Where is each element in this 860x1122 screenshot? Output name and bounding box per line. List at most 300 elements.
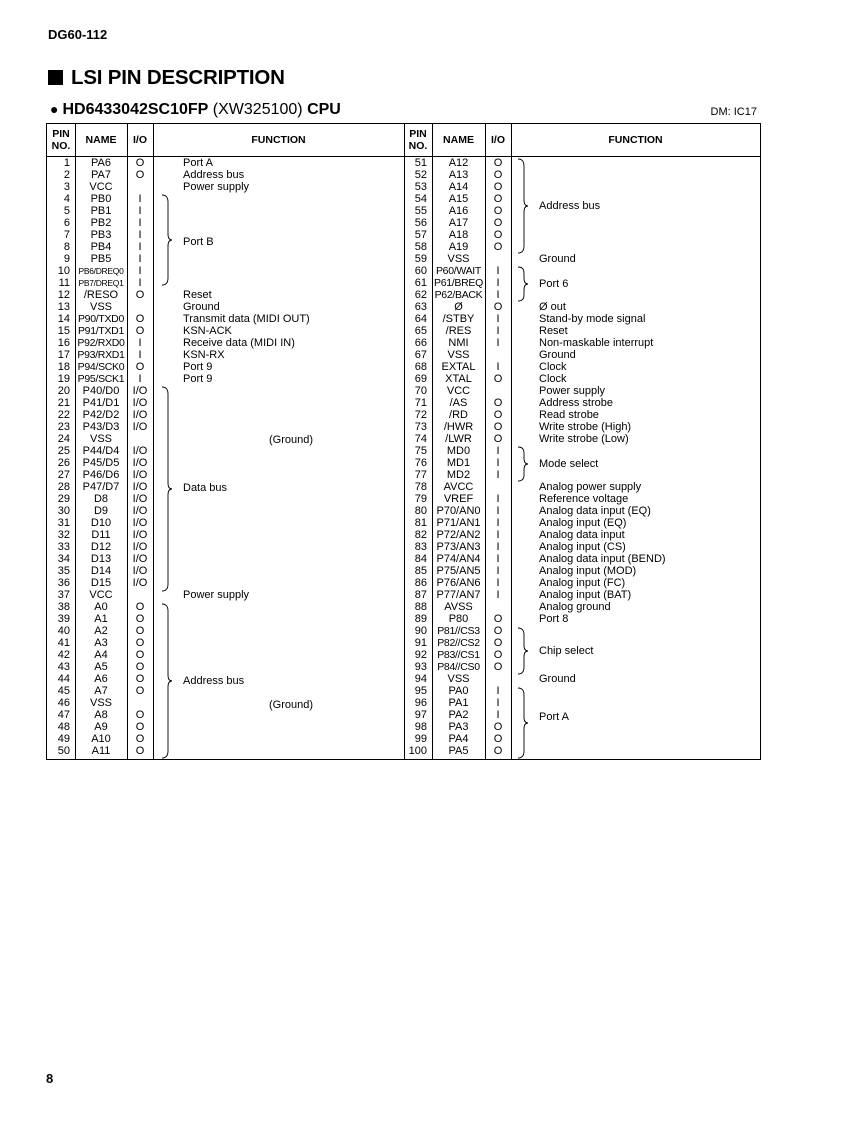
table-row xyxy=(47,433,760,445)
pin-name: MD1 xyxy=(446,457,471,469)
pin-number: 37 xyxy=(57,589,70,601)
group-label-port-b: Port B xyxy=(183,236,214,248)
pin-name: A4 xyxy=(94,649,108,661)
table-row xyxy=(47,277,760,289)
page-number: 8 xyxy=(46,1071,54,1086)
pin-io: O xyxy=(493,625,503,637)
pin-name: P42/D2 xyxy=(82,409,120,421)
pin-name: VSS xyxy=(89,301,112,313)
pin-name: VCC xyxy=(89,589,113,601)
brace-address-bus-right xyxy=(517,158,529,254)
pin-number: 55 xyxy=(414,205,427,217)
pin-function: Port 9 xyxy=(183,373,213,385)
table-row xyxy=(47,673,760,685)
pin-name: A11 xyxy=(91,745,111,757)
pin-function: Reset xyxy=(539,325,568,337)
pin-number: 31 xyxy=(57,517,70,529)
pin-number: 87 xyxy=(414,589,427,601)
pin-number: 21 xyxy=(57,397,70,409)
pin-name: Ø xyxy=(454,301,463,313)
pin-name: P80 xyxy=(448,613,469,625)
pin-io: O xyxy=(135,613,145,625)
pin-io: I xyxy=(496,469,500,481)
pin-name: MD0 xyxy=(446,445,471,457)
pin-name: A3 xyxy=(94,637,108,649)
pin-io: I xyxy=(496,517,500,529)
pin-io: O xyxy=(493,733,503,745)
pin-io: I xyxy=(496,361,500,373)
pin-name: P84//CS0 xyxy=(437,661,480,673)
pin-name: /RESO xyxy=(83,289,119,301)
table-row xyxy=(47,637,760,649)
pin-io: I/O xyxy=(132,397,148,409)
pin-number: 88 xyxy=(414,601,427,613)
pin-number: 29 xyxy=(57,493,70,505)
pin-number: 48 xyxy=(57,721,70,733)
table-row xyxy=(47,337,760,349)
pin-function: Clock xyxy=(539,373,567,385)
pin-name: PA7 xyxy=(91,169,111,181)
pin-name: P93/RXD1 xyxy=(77,349,125,361)
brace-port-b xyxy=(161,194,173,286)
pin-name: P95/SCK1 xyxy=(77,373,125,385)
pin-io: I xyxy=(138,229,142,241)
pin-number: 44 xyxy=(57,673,70,685)
table-row xyxy=(47,541,760,553)
pin-name: P41/D1 xyxy=(82,397,120,409)
pin-io: I xyxy=(496,325,500,337)
pin-number: 85 xyxy=(414,565,427,577)
brace-chip-select xyxy=(517,627,529,675)
pin-io: O xyxy=(493,433,503,445)
pin-name: D12 xyxy=(90,541,112,553)
pin-function: Ground xyxy=(539,253,576,265)
pin-number: 82 xyxy=(414,529,427,541)
pin-name: XTAL xyxy=(445,373,472,385)
pin-number: 80 xyxy=(414,505,427,517)
table-row xyxy=(47,565,760,577)
pin-number: 47 xyxy=(57,709,70,721)
pin-number: 41 xyxy=(57,637,70,649)
pin-function: Analog input (EQ) xyxy=(539,517,627,529)
pin-number: 66 xyxy=(414,337,427,349)
pin-function: Non-maskable interrupt xyxy=(539,337,654,349)
pin-io: O xyxy=(135,625,145,637)
table-row xyxy=(47,577,760,589)
pin-function: Receive data (MIDI IN) xyxy=(183,337,295,349)
table-row xyxy=(47,721,760,733)
table-row xyxy=(47,229,760,241)
pin-number: 57 xyxy=(414,229,427,241)
table-row xyxy=(47,505,760,517)
pin-io: O xyxy=(493,397,503,409)
pin-io: O xyxy=(493,721,503,733)
pin-name: A18 xyxy=(448,229,469,241)
pin-name: A17 xyxy=(448,217,469,229)
table-row xyxy=(47,445,760,457)
table-row xyxy=(47,193,760,205)
square-bullet-icon xyxy=(48,70,63,85)
pin-io: I/O xyxy=(132,457,148,469)
pin-name: A9 xyxy=(94,721,108,733)
pin-name: P60/WAIT xyxy=(435,265,482,277)
table-row xyxy=(47,457,760,469)
pin-number: 79 xyxy=(414,493,427,505)
pin-number: 6 xyxy=(63,217,70,229)
pin-function: Address strobe xyxy=(539,397,613,409)
pin-io: O xyxy=(135,325,145,337)
pin-name: A14 xyxy=(448,181,469,193)
pin-name: P81//CS3 xyxy=(437,625,480,637)
chip-type: CPU xyxy=(307,101,341,118)
pin-number: 45 xyxy=(57,685,70,697)
pin-name: PB0 xyxy=(90,193,112,205)
pin-name: PA1 xyxy=(448,697,469,709)
pin-name: D10 xyxy=(90,517,112,529)
pin-name: PA6 xyxy=(91,157,111,169)
pin-number: 3 xyxy=(63,181,70,193)
pin-number: 49 xyxy=(57,733,70,745)
pin-number: 93 xyxy=(414,661,427,673)
pin-number: 19 xyxy=(57,373,70,385)
table-row xyxy=(47,241,760,253)
pin-io: I xyxy=(496,565,500,577)
pin-number: 89 xyxy=(414,613,427,625)
pin-io: O xyxy=(493,241,503,253)
pin-function: Analog data input (BEND) xyxy=(539,553,666,565)
pin-function: Analog data input xyxy=(539,529,625,541)
pin-io: I/O xyxy=(132,541,148,553)
pin-io: O xyxy=(493,157,503,169)
group-label-mode-select: Mode select xyxy=(539,458,599,470)
header-function: FUNCTION xyxy=(608,134,663,146)
table-row xyxy=(47,373,760,385)
pin-name: PA5 xyxy=(448,745,469,757)
pin-name: A5 xyxy=(94,661,108,673)
pin-io: I/O xyxy=(132,409,148,421)
group-label-address-bus: Address bus xyxy=(183,675,245,687)
pin-io: O xyxy=(135,289,145,301)
pin-number: 11 xyxy=(58,277,70,289)
pin-number: 61 xyxy=(414,277,427,289)
pin-number: 4 xyxy=(63,193,70,205)
group-label-chip-select: Chip select xyxy=(539,645,594,657)
pin-name: P94/SCK0 xyxy=(77,361,125,373)
pin-number: 25 xyxy=(57,445,70,457)
pin-io: I xyxy=(496,577,500,589)
pin-number: 27 xyxy=(57,469,70,481)
table-row xyxy=(47,613,760,625)
pin-number: 62 xyxy=(414,289,427,301)
table-row xyxy=(47,313,760,325)
pin-io: I xyxy=(496,265,500,277)
pin-number: 83 xyxy=(414,541,427,553)
pin-io: I xyxy=(496,493,500,505)
pin-number: 18 xyxy=(57,361,70,373)
pin-name: /RD xyxy=(449,409,468,421)
pin-function: Reference voltage xyxy=(539,493,629,505)
pin-number: 1 xyxy=(63,157,70,169)
table-row xyxy=(47,709,760,721)
pin-number: 32 xyxy=(57,529,70,541)
pin-number: 39 xyxy=(57,613,70,625)
pin-io: I xyxy=(138,337,142,349)
table-row xyxy=(47,517,760,529)
pin-function: Analog input (FC) xyxy=(539,577,626,589)
pin-function: Write strobe (High) xyxy=(539,421,632,433)
table-row xyxy=(47,253,760,265)
pin-function: Power supply xyxy=(183,181,250,193)
pin-number: 36 xyxy=(57,577,70,589)
pin-number: 22 xyxy=(57,409,70,421)
header-pin-no: PIN NO. xyxy=(51,128,71,152)
pin-function: Analog input (BAT) xyxy=(539,589,632,601)
chip-reference: DM: IC17 xyxy=(710,106,757,118)
table-row xyxy=(47,205,760,217)
pin-name: A6 xyxy=(94,673,108,685)
brace-address-bus xyxy=(161,603,173,759)
header-pin-no: PIN NO. xyxy=(408,128,428,152)
brace-port-a xyxy=(517,687,529,759)
pin-name: VSS xyxy=(447,673,470,685)
pin-io: I xyxy=(138,253,142,265)
table-row xyxy=(47,649,760,661)
pin-name: VREF xyxy=(443,493,474,505)
pin-name: P62/BACK xyxy=(434,289,483,301)
pin-name: VSS xyxy=(89,697,112,709)
pin-name: D13 xyxy=(90,553,112,565)
pin-name: VCC xyxy=(89,181,113,193)
table-row xyxy=(47,349,760,361)
pin-io: O xyxy=(493,169,503,181)
pin-number: 74 xyxy=(414,433,427,445)
pin-number: 69 xyxy=(414,373,427,385)
pin-name: A16 xyxy=(448,205,469,217)
pin-number: 38 xyxy=(57,601,70,613)
table-row xyxy=(47,745,760,757)
pin-io: O xyxy=(135,721,145,733)
pin-io: I/O xyxy=(132,481,148,493)
pin-number: 94 xyxy=(414,673,427,685)
table-row xyxy=(47,529,760,541)
pin-name: PB1 xyxy=(90,205,112,217)
pin-number: 100 xyxy=(408,745,427,757)
pin-function: Ground xyxy=(539,673,576,685)
pin-number: 59 xyxy=(414,253,427,265)
pin-name: A8 xyxy=(94,709,108,721)
pin-name: P70/AN0 xyxy=(436,505,481,517)
group-label-ground: (Ground) xyxy=(269,699,314,711)
table-row xyxy=(47,397,760,409)
pin-number: 54 xyxy=(414,193,427,205)
pin-name: P73/AN3 xyxy=(436,541,481,553)
pin-number: 33 xyxy=(57,541,70,553)
header-io: I/O xyxy=(490,134,505,146)
pin-io: O xyxy=(135,601,145,613)
pin-name: P75/AN5 xyxy=(436,565,481,577)
table-row xyxy=(47,217,760,229)
pin-name: P72/AN2 xyxy=(436,529,481,541)
pin-io: I/O xyxy=(132,445,148,457)
pin-number: 97 xyxy=(414,709,427,721)
pin-number: 84 xyxy=(414,553,427,565)
pin-name: VSS xyxy=(447,349,470,361)
pin-name: AVSS xyxy=(444,601,473,613)
table-row xyxy=(47,601,760,613)
pin-function: Analog input (MOD) xyxy=(539,565,637,577)
pin-function: Power supply xyxy=(183,589,250,601)
pin-number: 96 xyxy=(414,697,427,709)
brace-port-6 xyxy=(517,266,529,302)
table-row xyxy=(47,325,760,337)
brace-mode-select xyxy=(517,446,529,482)
pin-number: 68 xyxy=(414,361,427,373)
pin-name: /STBY xyxy=(442,313,475,325)
pin-number: 60 xyxy=(414,265,427,277)
pin-number: 75 xyxy=(414,445,427,457)
pin-io: I/O xyxy=(132,565,148,577)
pin-number: 24 xyxy=(57,433,70,445)
pin-io: O xyxy=(493,661,503,673)
pin-number: 91 xyxy=(414,637,427,649)
pin-io: O xyxy=(135,685,145,697)
pin-io: I xyxy=(496,505,500,517)
pin-number: 73 xyxy=(414,421,427,433)
pin-function: Port 9 xyxy=(183,361,213,373)
table-row xyxy=(47,589,760,601)
pin-io: O xyxy=(135,361,145,373)
pin-io: O xyxy=(493,649,503,661)
pin-number: 46 xyxy=(57,697,70,709)
pin-io: O xyxy=(135,649,145,661)
pin-io: I xyxy=(496,457,500,469)
pin-name: A7 xyxy=(94,685,108,697)
pin-name: P61/BREQ xyxy=(434,277,483,289)
table-row xyxy=(47,685,760,697)
pin-number: 70 xyxy=(414,385,427,397)
pin-name: P82//CS2 xyxy=(437,637,480,649)
pin-function: Analog data input (EQ) xyxy=(539,505,651,517)
table-row xyxy=(47,265,760,277)
pin-number: 67 xyxy=(414,349,427,361)
pin-io: O xyxy=(493,409,503,421)
pin-name: D8 xyxy=(93,493,109,505)
pin-name: A2 xyxy=(94,625,108,637)
pin-io: O xyxy=(135,637,145,649)
pin-number: 98 xyxy=(414,721,427,733)
pin-io: I/O xyxy=(132,421,148,433)
pin-number: 5 xyxy=(63,205,70,217)
pin-name: PB2 xyxy=(90,217,112,229)
pin-name: PB5 xyxy=(90,253,112,265)
table-row xyxy=(47,625,760,637)
pin-number: 12 xyxy=(57,289,70,301)
pin-io: I xyxy=(138,193,142,205)
pin-io: I xyxy=(138,349,142,361)
pin-name: P40/D0 xyxy=(82,385,120,397)
pin-name: A10 xyxy=(91,733,111,745)
pin-name: MD2 xyxy=(446,469,471,481)
pin-io: I xyxy=(138,265,142,277)
pin-name: D14 xyxy=(90,565,112,577)
pin-io: O xyxy=(135,709,145,721)
pin-io: I xyxy=(496,445,500,457)
pin-io: O xyxy=(493,637,503,649)
group-label-port-6: Port 6 xyxy=(539,278,569,290)
pin-name: D15 xyxy=(90,577,112,589)
pin-io: O xyxy=(135,313,145,325)
pin-number: 28 xyxy=(57,481,70,493)
pin-number: 65 xyxy=(414,325,427,337)
pin-name: P46/D6 xyxy=(82,469,120,481)
pin-number: 35 xyxy=(57,565,70,577)
pin-io: I xyxy=(138,217,142,229)
pin-io: I/O xyxy=(132,517,148,529)
pin-io: O xyxy=(493,373,503,385)
pin-function: Write strobe (Low) xyxy=(539,433,629,445)
pin-name: /AS xyxy=(449,397,468,409)
pin-number: 95 xyxy=(414,685,427,697)
pin-name: VSS xyxy=(89,433,112,445)
table-row xyxy=(47,553,760,565)
pin-number: 86 xyxy=(414,577,427,589)
chip-part-number: HD6433042SC10FP xyxy=(62,101,209,118)
pin-name: VSS xyxy=(447,253,470,265)
pin-name: PA2 xyxy=(448,709,469,721)
pin-function: Port A xyxy=(183,157,213,169)
pin-io: O xyxy=(493,301,503,313)
pin-name: P74/AN4 xyxy=(436,553,481,565)
pin-name: PA4 xyxy=(448,733,469,745)
pin-io: I xyxy=(496,697,500,709)
pin-function: Ø out xyxy=(539,301,566,313)
pin-number: 9 xyxy=(63,253,70,265)
pin-name: P90/TXD0 xyxy=(77,313,125,325)
pin-name: /LWR xyxy=(445,433,472,445)
table-row xyxy=(47,481,760,493)
pin-io: I xyxy=(496,277,500,289)
pin-name: PB7/DREQ1 xyxy=(78,278,124,288)
pin-function: Analog power supply xyxy=(539,481,642,493)
pin-number: 92 xyxy=(414,649,427,661)
table-row xyxy=(47,697,760,709)
pin-number: 72 xyxy=(414,409,427,421)
pin-number: 63 xyxy=(414,301,427,313)
pin-function: Ground xyxy=(183,301,220,313)
pin-number: 77 xyxy=(414,469,427,481)
pin-name: AVCC xyxy=(443,481,474,493)
pin-number: 50 xyxy=(57,745,70,757)
pin-name: P43/D3 xyxy=(82,421,120,433)
pin-number: 13 xyxy=(57,301,70,313)
pin-number: 42 xyxy=(57,649,70,661)
pin-function: Power supply xyxy=(539,385,606,397)
pin-io: O xyxy=(493,229,503,241)
pin-number: 34 xyxy=(57,553,70,565)
pin-io: I xyxy=(138,205,142,217)
pin-name: A13 xyxy=(448,169,469,181)
pin-io: I xyxy=(138,373,142,385)
pin-name: PA0 xyxy=(448,685,469,697)
header-io: I/O xyxy=(132,134,147,146)
pin-number: 26 xyxy=(57,457,70,469)
pin-io: I xyxy=(496,685,500,697)
pin-number: 2 xyxy=(63,169,70,181)
pin-io: O xyxy=(493,217,503,229)
pin-number: 10 xyxy=(57,265,70,277)
pin-io: O xyxy=(135,673,145,685)
pin-io: O xyxy=(493,181,503,193)
